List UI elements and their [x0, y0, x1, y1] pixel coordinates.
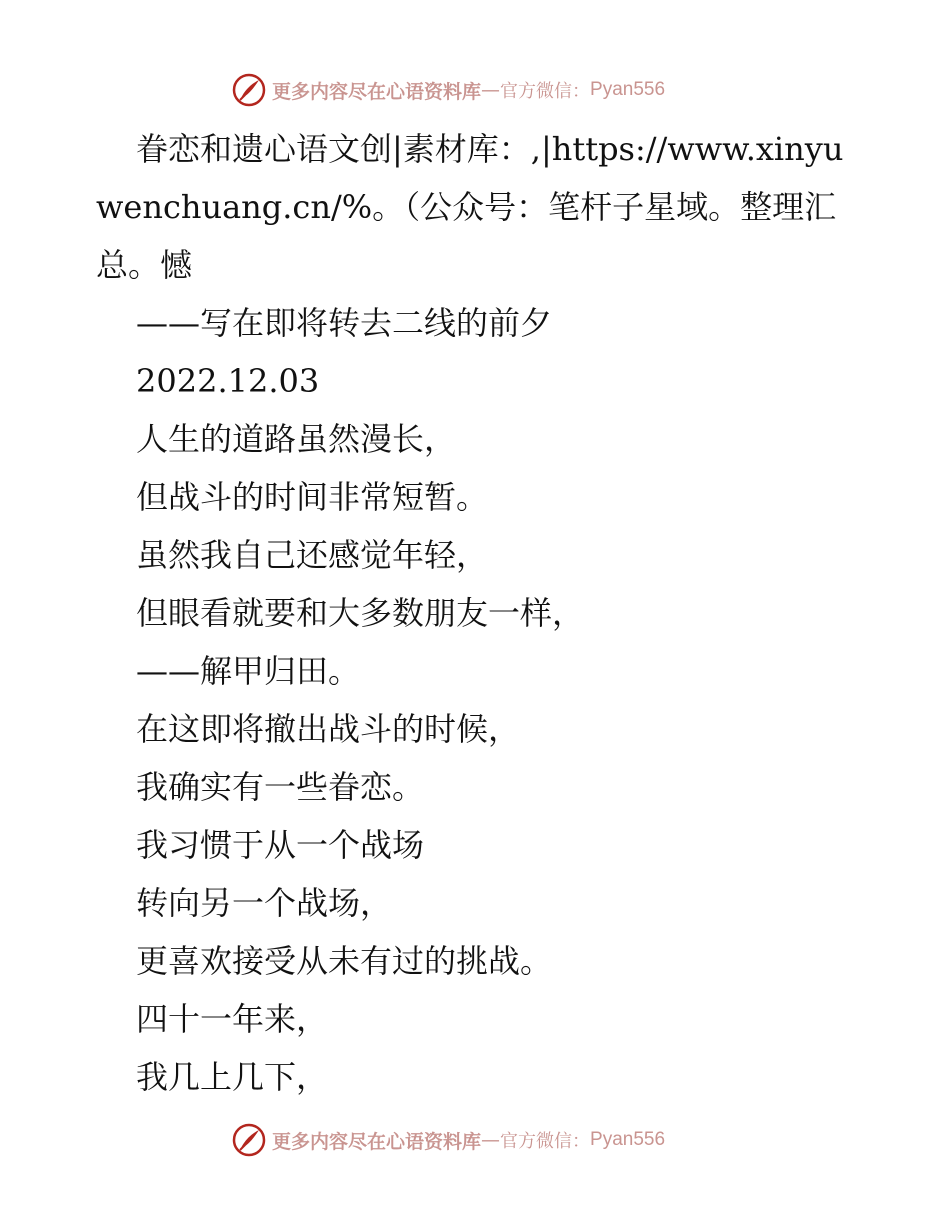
- header-separator: —: [481, 79, 501, 101]
- text-line: 虽然我自己还感觉年轻，: [136, 536, 489, 574]
- text-line: 在这即将撤出战斗的时候，: [136, 710, 521, 748]
- quill-circle-icon: [232, 1123, 266, 1157]
- header-wechat-id: Pyan556: [590, 79, 666, 100]
- text-line: ——解甲归田。: [136, 652, 361, 690]
- text-line: 人生的道路虽然漫长，: [136, 420, 457, 458]
- text-line: 但战斗的时间非常短暂。: [136, 478, 489, 516]
- quill-circle-icon: [232, 73, 266, 107]
- text-line: 更喜欢接受从未有过的挑战。: [136, 942, 553, 980]
- document-body: [96, 120, 856, 1106]
- text-line: 转向另一个战场，: [136, 884, 393, 922]
- header-wechat-label: 官方微信：: [500, 81, 591, 102]
- footer-wechat-id: Pyan556: [590, 1129, 666, 1150]
- text-line: 但眼看就要和大多数朋友一样，: [136, 594, 585, 632]
- header-brand: 更多内容尽在心语资料库: [272, 80, 482, 103]
- text-line: 我确实有一些眷恋。: [136, 768, 425, 806]
- footer-separator: —: [481, 1129, 501, 1151]
- text-line: ——写在即将转去二线的前夕: [136, 304, 553, 342]
- footer-brand: 更多内容尽在心语资料库: [272, 1130, 482, 1153]
- header-banner: [232, 70, 665, 110]
- text-line: 我几上几下，: [136, 1058, 329, 1096]
- text-line: 2022.12.03: [136, 362, 320, 400]
- text-line: 我习惯于从一个战场: [136, 826, 425, 864]
- intro-paragraph: 眷恋和遗心语文创|素材库：,|https://www.xinyuwenchuang.cn/%。（公众号：笔杆子星域。整理汇总。憾: [96, 130, 844, 284]
- footer-banner: [232, 1120, 665, 1160]
- footer-wechat-label: 官方微信：: [500, 1131, 591, 1152]
- text-line: 四十一年来，: [136, 1000, 329, 1038]
